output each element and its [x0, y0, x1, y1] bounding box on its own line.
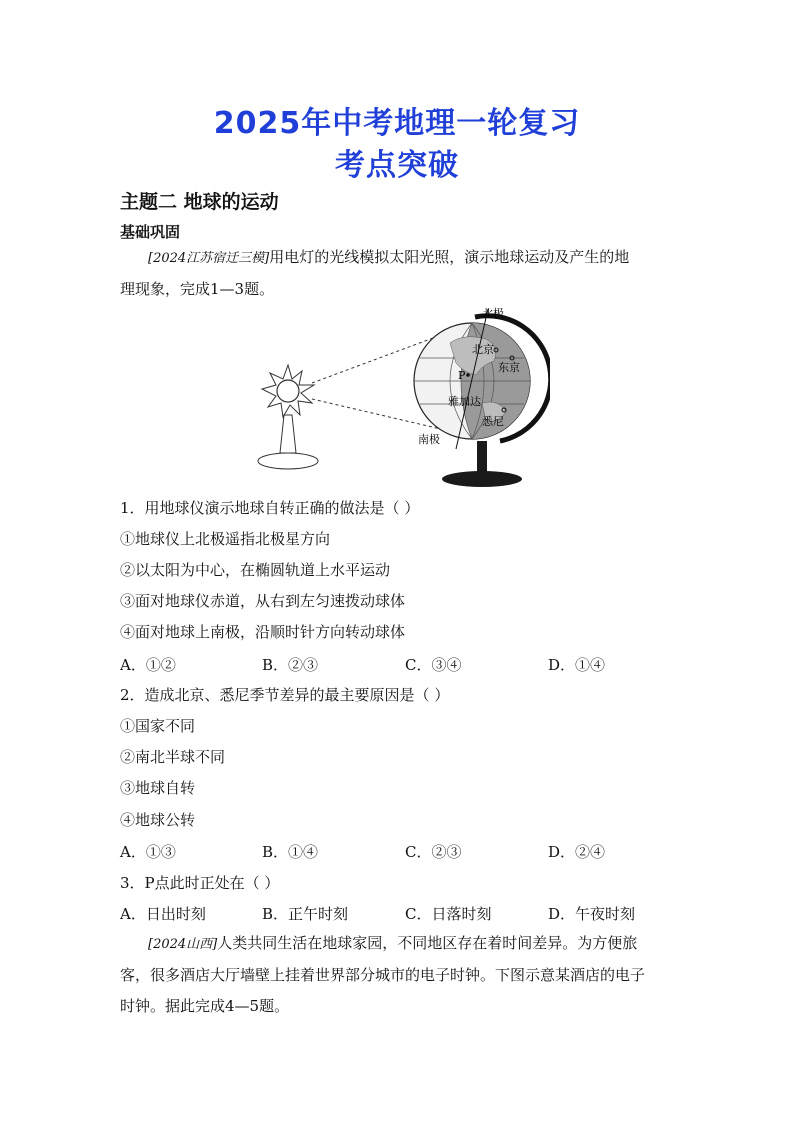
option-c[interactable]: C．②③: [405, 843, 462, 861]
label-beijing: 北京: [472, 343, 494, 356]
intro-text: 理现象，完成1—3题。: [120, 280, 275, 298]
question-2-item: ①国家不同: [120, 717, 196, 735]
section-title: 主题二 地球的运动: [120, 191, 279, 213]
intro-text: 人类共同生活在地球家园，不同地区存在着时间差异。为方便旅: [217, 934, 638, 952]
option-a[interactable]: A．日出时刻: [120, 905, 206, 923]
question-2-stem: 2．造成北京、悉尼季节差异的最主要原因是（ ）: [120, 686, 450, 704]
question-2-item: ②南北半球不同: [120, 748, 226, 766]
intro-text: 时钟。据此完成4—5题。: [120, 997, 290, 1015]
question-3-stem: 3．P点此时正处在（ ）: [120, 874, 280, 892]
option-d[interactable]: D．午夜时刻: [548, 905, 636, 923]
label-north-pole: 北极: [482, 307, 504, 320]
option-b[interactable]: B．②③: [262, 656, 319, 674]
option-d[interactable]: D．②④: [548, 843, 606, 861]
globe: [414, 309, 530, 449]
label-tokyo: 东京: [498, 361, 520, 374]
lamp-stand: [280, 415, 296, 453]
option-b[interactable]: B．①④: [262, 843, 319, 861]
question-1-stem: 1．用地球仪演示地球自转正确的做法是（ ）: [120, 499, 420, 517]
label-south-pole: 南极: [418, 433, 440, 446]
question-2-options: [120, 841, 680, 863]
option-a[interactable]: A．①②: [120, 656, 176, 674]
question-1-options: [120, 654, 680, 676]
sun-lamp-icon: [262, 365, 314, 417]
label-sydney: 悉尼: [482, 415, 504, 428]
question-2-item: ④地球公转: [120, 811, 196, 829]
option-b[interactable]: B．正午时刻: [262, 905, 349, 923]
globe-lamp-figure: [250, 303, 550, 493]
question-2-item: ③地球自转: [120, 779, 196, 797]
globe-stand-post: [477, 441, 487, 479]
label-jakarta: 雅加达: [448, 395, 481, 408]
intro-text: 用电灯的光线模拟太阳光照，演示地球运动及产生的地: [269, 248, 630, 266]
intro-paragraph-2: [120, 928, 680, 1022]
question-1-item: ③面对地球仪赤道，从右到左匀速拨动球体: [120, 592, 406, 610]
intro-text: 客，很多酒店大厅墙壁上挂着世界部分城市的电子时钟。下图示意某酒店的电子: [120, 966, 646, 984]
option-d[interactable]: D．①④: [548, 656, 606, 674]
question-1-item: ④面对地球上南极，沿顺时针方向转动球体: [120, 623, 406, 641]
label-point-p: P: [458, 369, 466, 382]
option-a[interactable]: A．①③: [120, 843, 176, 861]
question-3-options: [120, 903, 680, 925]
option-c[interactable]: C．日落时刻: [405, 905, 492, 923]
intro-paragraph-1: [120, 242, 680, 305]
option-c[interactable]: C．③④: [405, 656, 462, 674]
page-subtitle: 考点突破: [335, 148, 459, 183]
source-tag: [2024山西]: [148, 937, 218, 952]
lamp-base: [258, 453, 318, 469]
page-title: 2025年中考地理一轮复习: [213, 106, 581, 141]
source-tag: [2024江苏宿迁三模]: [148, 251, 270, 266]
question-1-item: ①地球仪上北极遥指北极星方向: [120, 530, 331, 548]
section-subtitle: 基础巩固: [120, 223, 181, 241]
question-1-item: ②以太阳为中心，在椭圆轨道上水平运动: [120, 561, 391, 579]
